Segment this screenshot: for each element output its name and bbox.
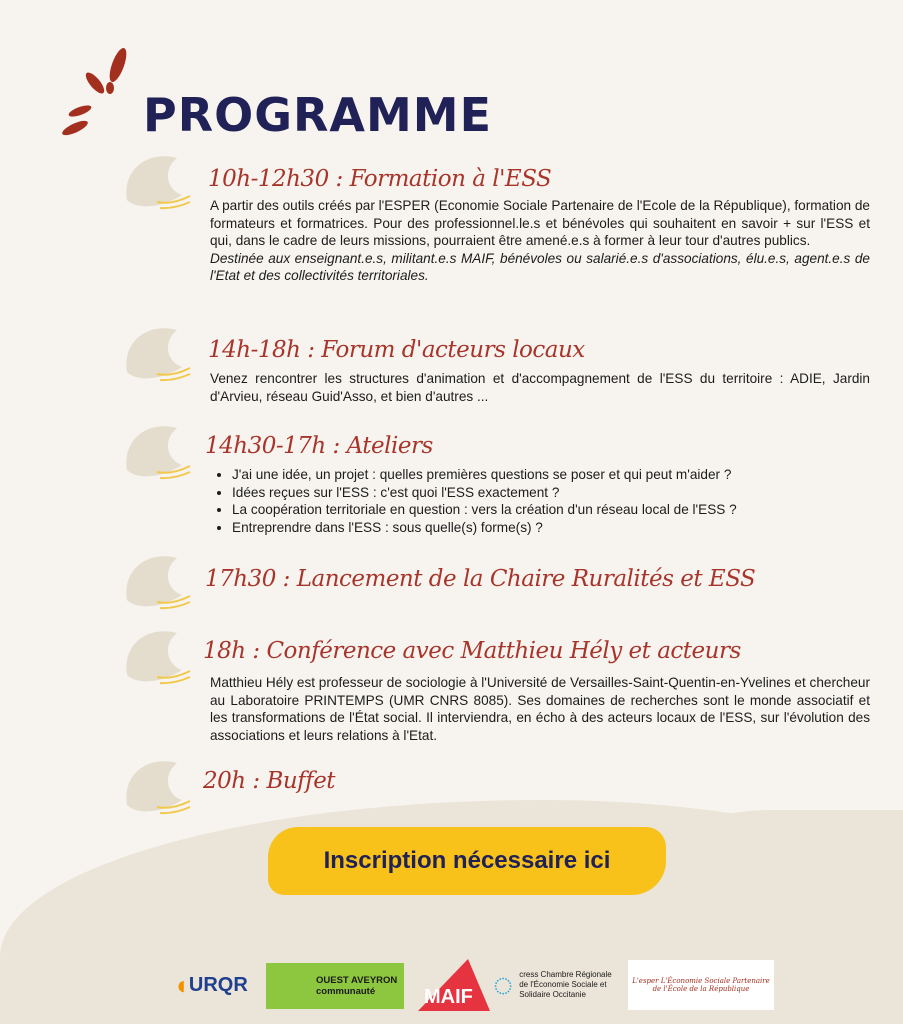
- section-body: Matthieu Hély est professeur de sociologie à l'Université de Versailles-Saint-Quentin-en-Yvelines et chercheur au Laboratoire PRINTEMPS (UMR CNRS 8085). Ses domaines de recherches sont le monde associatif et les transformations de l'État social. Il interviendra, en écho à des acteurs locaux de l'ESS, sur l'évolution des associations et leurs relations à l'Etat.: [210, 675, 870, 743]
- section-title: 10h-12h30 : Formation à l'ESS: [208, 166, 552, 192]
- section-text: A partir des outils créés par l'ESPER (Economie Sociale Partenaire de l'Ecole de la République), formation de formateurs et formatrices. Pour des professionnel.le.s et bénévoles qui souhaitent en savoir + sur l'ESS et qui, dans le cadre de leurs missions, pourraient être amené.e.s à former à leur tour d'autres publics.: [210, 198, 870, 249]
- section-title: 17h30 : Lancement de la Chaire Ruralités et ESS: [205, 566, 756, 592]
- list-item: • Entreprendre dans l'ESS : sous quelle(s) forme(s) ?: [232, 519, 872, 537]
- section-title: 18h : Conférence avec Matthieu Hély et acteurs: [203, 638, 741, 664]
- urqr-mark-icon: ◖: [173, 969, 189, 1000]
- list-item: • La coopération territoriale en question : vers la création d'un réseau local de l'ESS ?: [232, 501, 872, 519]
- section-note: Destinée aux enseignant.e.s, militant.e.s MAIF, bénévoles ou salarié.e.s d'associations, élu.e.s, agent.e.s de l'Etat et des collectivités territoriales.: [210, 250, 870, 284]
- bubble-icon: [122, 322, 192, 382]
- logo-urqr: ◖ URQR: [173, 969, 248, 1000]
- page-title: PROGRAMME: [143, 88, 492, 142]
- section-title: 14h30-17h : Ateliers: [205, 433, 433, 459]
- bubble-icon: [122, 625, 192, 685]
- section-title: 14h-18h : Forum d'acteurs locaux: [208, 337, 585, 363]
- bubble-icon: [122, 420, 192, 480]
- logo-maif: MAIF: [418, 960, 490, 1010]
- section-body: Venez rencontrer les structures d'animation et d'accompagnement de l'ESS du territoire : ADIE, Jardin d'Arvieu, réseau Guid'Asso, et bien d'autres ...: [210, 371, 870, 404]
- workshop-list: [232, 466, 872, 536]
- list-item: • J'ai une idée, un projet : quelles premières questions se poser et qui peut m'aider ?: [232, 466, 872, 484]
- bubble-icon: [122, 755, 192, 815]
- background-blob-right: [640, 810, 903, 950]
- bubble-icon: [122, 550, 192, 610]
- sparkle-icon: [50, 35, 140, 145]
- list-item: • Idées reçues sur l'ESS : c'est quoi l'ESS exactement ?: [232, 484, 872, 502]
- section-title: 20h : Buffet: [203, 768, 336, 794]
- logo-ouest-aveyron: OUEST AVEYRON communauté: [266, 963, 404, 1009]
- cress-swirl-icon: ◌: [493, 966, 514, 1004]
- section-body: [210, 197, 870, 285]
- logo-lesper: L'esper L'Économie Sociale Partenaire de l'École de la République: [628, 960, 774, 1010]
- bubble-icon: [122, 150, 192, 210]
- registration-button[interactable]: Inscription nécessaire ici: [268, 827, 666, 895]
- logo-cress: ◌ cress Chambre Régionale de l'Économie Sociale et Solidaire Occitanie: [493, 966, 612, 1004]
